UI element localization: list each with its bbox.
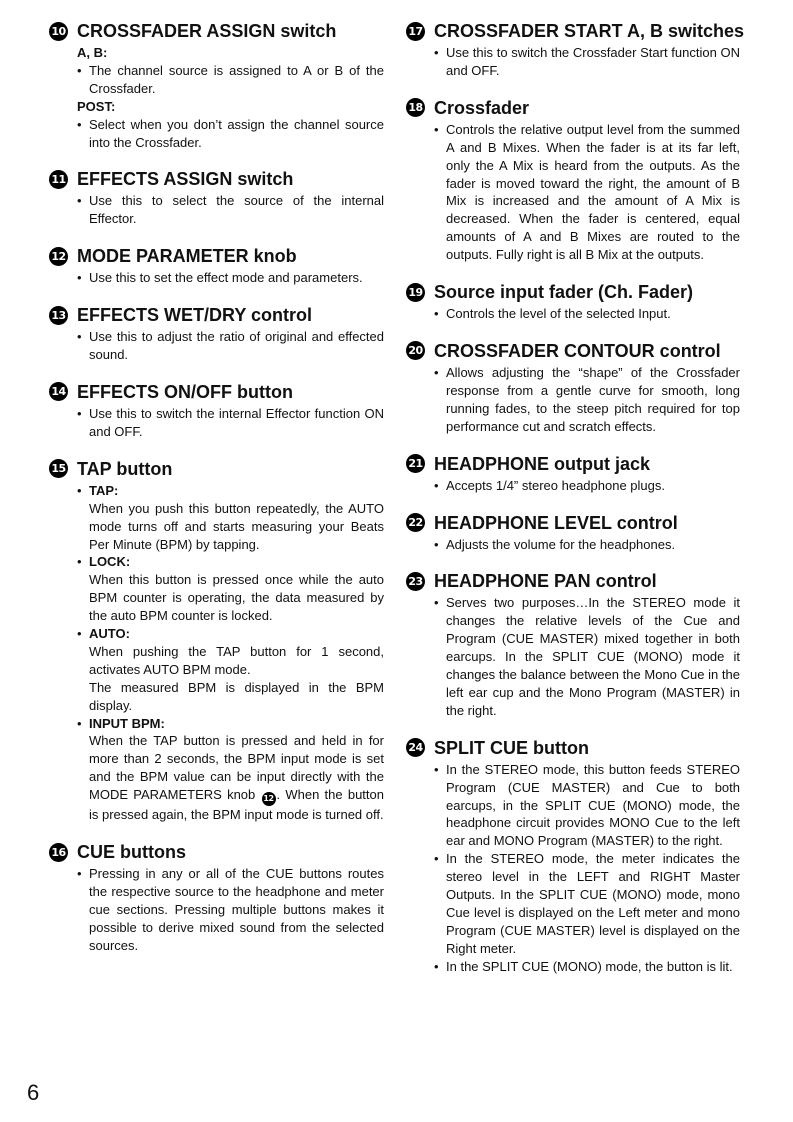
section-heading [406,510,740,536]
section-crossfader-contour [406,338,740,436]
number-badge: 12 [49,247,68,266]
section-headphone-pan [406,568,740,719]
section-heading [49,166,384,192]
section-heading [49,243,384,269]
bullet-icon: • [77,329,82,345]
section-heading [49,839,384,865]
bullet-item: • Use this to switch the internal Effector function ON and OFF. [77,405,384,439]
bullet-item: • Use this to switch the Crossfader Start function ON and OFF. [434,45,740,78]
sub-label: A, B: [77,45,108,60]
section-effects-wet-dry [49,302,384,364]
bullet-item: • Use this to set the effect mode and parameters. [77,270,363,286]
bullet-icon: • [77,626,82,642]
section-heading [49,302,384,328]
bullet-icon: • [77,62,82,78]
section-body [406,594,740,719]
section-heading [406,735,740,761]
bullet-icon: • [434,364,439,380]
section-body [406,44,740,80]
section-heading [406,338,740,364]
bullet-icon: • [434,595,439,611]
bullet-icon: • [434,958,439,974]
section-heading [49,456,384,482]
number-badge: 24 [406,738,425,757]
bullet-icon: • [434,761,439,777]
section-crossfader [406,95,740,264]
section-headphone-output [406,451,740,495]
number-badge: 13 [49,306,68,325]
number-badge: 11 [49,170,68,189]
section-headphone-level [406,510,740,554]
bullet-item: • Accepts 1/4” stereo headphone plugs. [434,477,665,493]
number-badge: 22 [406,513,425,532]
section-title: Crossfader [434,97,530,118]
number-badge: 21 [406,454,425,473]
section-body [406,477,740,495]
section-title: HEADPHONE LEVEL control [434,512,678,533]
bullet-item: • Pressing in any or all of the CUE buttons routes the respective source to the headphone and meter cue sections. Pressing multiple buttons makes it possible to derive mixed sound from the selected sources. [77,866,384,953]
number-badge: 19 [406,283,425,302]
bullet-item: • Adjusts the volume for the headphones. [434,536,676,552]
section-title: EFFECTS ASSIGN switch [77,169,294,190]
number-badge: 18 [406,98,425,117]
section-tap-button [49,456,384,824]
section-heading [406,568,740,594]
section-crossfader-assign [49,18,384,151]
bullet-item: • Use this to select the source of the internal Effector. [77,193,384,227]
section-title: EFFECTS ON/OFF button [77,381,293,402]
section-heading [49,379,384,405]
reference-badge: 12 [262,792,276,806]
section-heading [406,279,740,305]
section-body [49,269,384,287]
section-title: HEADPHONE output jack [434,453,651,474]
bullet-icon: • [77,193,82,209]
section-body [406,305,740,323]
bullet-sub-label: • INPUT BPM: [77,715,165,731]
number-badge: 23 [406,572,425,591]
section-body [406,761,740,976]
left-column [49,18,384,970]
number-badge: 16 [49,843,68,862]
bullet-item: • Controls the level of the selected Input. [434,306,671,322]
section-heading [49,18,384,44]
paragraph: When pushing the TAP button for 1 second, activates AUTO BPM mode. [89,643,384,677]
bullet-item: • In the STEREO mode, the meter indicates the stereo level in the LEFT and RIGHT Master Outputs. In the SPLIT CUE (MONO) mode, mono Cue level is displayed on the Left meter and mono Program (CUE MASTER) level is displayed on the Right meter. [434,851,740,956]
number-badge: 10 [49,22,68,41]
bullet-item: • The channel source is assigned to A or B of the Crossfader. [77,62,384,96]
bullet-icon: • [434,851,439,867]
paragraph: When this button is pressed once while the auto BPM counter is operating, the data measured by the auto BPM counter is locked. [89,572,384,624]
section-body [49,44,384,151]
page-number: 6 [27,1080,40,1105]
bullet-icon: • [434,306,439,322]
section-source-input-fader [406,279,740,323]
bullet-icon: • [77,405,82,421]
section-body [49,192,384,228]
number-badge: 17 [406,22,425,41]
section-title: TAP button [77,458,173,479]
section-title: CROSSFADER ASSIGN switch [77,21,337,41]
section-title: Source input fader (Ch. Fader) [434,282,694,303]
bullet-icon: • [77,866,82,882]
bullet-sub-label: • LOCK: [77,554,131,570]
section-split-cue [406,735,740,976]
bullet-sub-label: • TAP: [77,482,119,498]
section-heading [406,451,740,477]
bullet-icon: • [77,116,82,132]
bullet-sub-label: • AUTO: [77,626,130,642]
number-badge: 14 [49,382,68,401]
section-title: HEADPHONE PAN control [434,571,657,592]
section-effects-on-off [49,379,384,441]
section-heading [406,95,740,121]
bullet-item: • In the STEREO mode, this button feeds STEREO Program (CUE MASTER) and Cue to both earcups, in the SPLIT CUE (MONO) mode, the headphone circuit provides MONO Cue to the left ear and MONO Program (MASTER) to the right. [434,761,740,849]
section-body [406,536,740,554]
bullet-icon: • [77,270,82,286]
bullet-item: • Allows adjusting the “shape” of the Crossfader response from a gentle curve for smooth, long running fades, to the steep pitch required for top performance cut and scratch effects. [434,364,740,434]
bullet-item: • Select when you don’t assign the channel source into the Crossfader. [77,116,384,150]
section-heading [406,18,745,44]
bullet-icon: • [434,45,439,60]
paragraph: The measured BPM is displayed in the BPM display. [89,679,384,713]
sub-label: POST: [77,98,116,114]
bullet-item: • In the SPLIT CUE (MONO) mode, the button is lit. [434,958,733,974]
bullet-icon: • [434,477,439,493]
number-badge: 15 [49,459,68,478]
section-body [406,364,740,436]
bullet-icon: • [434,536,439,552]
section-title: EFFECTS WET/DRY control [77,305,313,326]
section-body [406,121,740,264]
section-title: CUE buttons [77,842,186,863]
section-title: SPLIT CUE button [434,737,589,758]
section-body [49,405,384,441]
bullet-icon: • [434,121,439,137]
section-body [49,328,384,364]
number-badge: 20 [406,341,425,360]
section-body [49,482,384,824]
section-title: CROSSFADER START A, B switches [434,21,745,41]
section-body [49,865,384,955]
bullet-item: • Use this to adjust the ratio of original and effected sound. [77,329,384,363]
bullet-icon: • [77,554,82,570]
section-crossfader-start [406,18,745,80]
paragraph: When the TAP button is pressed and held in for more than 2 seconds, the BPM input mode is set and the BPM value can be input directly with the MODE PARAMETERS knob 12 . When the button is pressed again, the BPM input mode is turned off. [89,733,384,823]
bullet-icon: • [77,482,82,498]
section-cue-buttons [49,839,384,955]
section-title: MODE PARAMETER knob [77,246,297,267]
bullet-icon: • [77,715,82,731]
section-mode-parameter [49,243,384,287]
section-effects-assign [49,166,384,228]
bullet-item: • Controls the relative output level from the summed A and B Mixes. When the fader is at its far left, only the A Mix is heard from the outputs. As the fader is moved toward the right, the amount of B Mix is increased and the amount of A Mix is decreased. When the fader is centered, equal amounts of A and B Mixes are routed to the outputs. Fully right is all B Mix at the outputs. [434,121,740,263]
right-column [406,18,745,991]
paragraph: When you push this button repeatedly, the AUTO mode turns off and starts measuring your Beats Per Minute (BPM) by tapping. [89,500,384,552]
bullet-item: • Serves two purposes…In the STEREO mode it changes the relative levels of the Cue and Program (CUE MASTER) mixed together in both earcups. In the SPLIT CUE (MONO) mode it changes the balance between the Mono Cue in the left ear cup and the Mono Program (MASTER) in the right. [434,595,740,718]
section-title: CROSSFADER CONTOUR control [434,340,721,361]
